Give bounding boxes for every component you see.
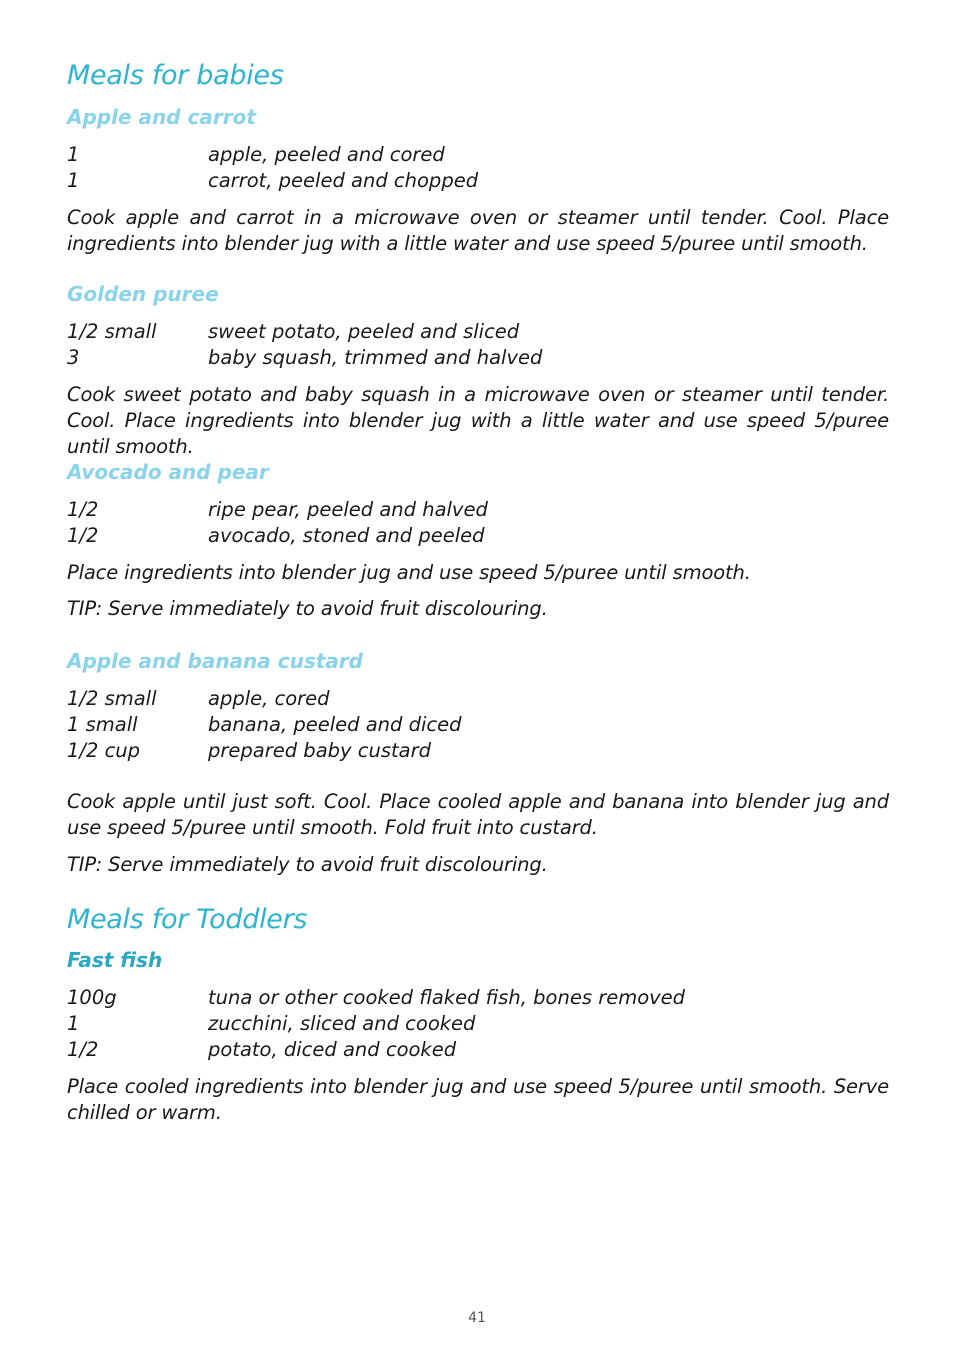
ingredient-qty: 1 bbox=[67, 169, 80, 192]
ingredient-row bbox=[67, 1011, 685, 1037]
ingredient-qty: 1 small bbox=[67, 713, 138, 736]
tip-avocado-pear: TIP: Serve immediately to avoid fruit discolouring. bbox=[67, 597, 548, 620]
ingredient-list-apple-carrot bbox=[67, 142, 478, 194]
ingredient-qty: 1 bbox=[67, 143, 80, 166]
ingredient-qty: 1 bbox=[67, 1012, 80, 1035]
ingredient-qty: 1/2 bbox=[67, 524, 99, 547]
ingredient-item: sweet potato, peeled and sliced bbox=[208, 320, 520, 343]
ingredient-row bbox=[67, 319, 542, 345]
ingredient-row bbox=[67, 985, 685, 1011]
ingredient-item: carrot, peeled and chopped bbox=[208, 169, 479, 192]
page-number: 41 bbox=[468, 1310, 486, 1326]
section-heading-babies: Meals for babies bbox=[67, 60, 284, 91]
ingredient-row bbox=[67, 712, 461, 738]
ingredient-row bbox=[67, 497, 488, 523]
ingredient-row bbox=[67, 738, 461, 764]
ingredient-qty: 100g bbox=[67, 986, 117, 1009]
ingredient-item: ripe pear, peeled and halved bbox=[208, 498, 488, 521]
ingredient-row bbox=[67, 686, 461, 712]
ingredient-item: avocado, stoned and peeled bbox=[208, 524, 485, 547]
ingredient-qty: 1/2 bbox=[67, 498, 99, 521]
recipe-title-avocado-pear: Avocado and pear bbox=[67, 460, 269, 484]
ingredient-item: prepared baby custard bbox=[208, 739, 431, 762]
ingredient-list-avocado-pear bbox=[67, 497, 488, 549]
ingredient-list-fast-fish bbox=[67, 985, 685, 1063]
ingredient-qty: 1/2 small bbox=[67, 687, 157, 710]
ingredient-item: banana, peeled and diced bbox=[208, 713, 462, 736]
section-heading-toddlers: Meals for Toddlers bbox=[67, 904, 308, 935]
ingredient-item: potato, diced and cooked bbox=[208, 1038, 457, 1061]
method-apple-carrot: Cook apple and carrot in a microwave oven or steamer until tender. Cool. Place ingredients into blender jug with a little water and use speed 5/puree until smooth. bbox=[67, 206, 889, 255]
ingredient-item: apple, peeled and cored bbox=[208, 143, 445, 166]
ingredient-item: baby squash, trimmed and halved bbox=[208, 346, 543, 369]
ingredient-row bbox=[67, 1037, 685, 1063]
recipe-title-golden-puree: Golden puree bbox=[67, 282, 219, 306]
ingredient-row bbox=[67, 142, 478, 168]
ingredient-item: tuna or other cooked flaked fish, bones removed bbox=[208, 986, 686, 1009]
ingredient-qty: 3 bbox=[67, 346, 80, 369]
recipe-title-apple-banana-custard: Apple and banana custard bbox=[67, 649, 363, 673]
method-avocado-pear: Place ingredients into blender jug and use speed 5/puree until smooth. bbox=[67, 561, 751, 584]
ingredient-list-golden-puree bbox=[67, 319, 542, 371]
ingredient-item: apple, cored bbox=[208, 687, 330, 710]
ingredient-qty: 1/2 small bbox=[67, 320, 157, 343]
recipe-title-apple-carrot: Apple and carrot bbox=[67, 105, 256, 129]
method-apple-banana-custard: Cook apple until just soft. Cool. Place cooled apple and banana into blender jug and use speed 5/puree until smooth. Fold fruit into custard. bbox=[67, 790, 889, 839]
method-golden-puree: Cook sweet potato and baby squash in a microwave oven or steamer until tender. Cool. Place ingredients into blender jug with a little water and use speed 5/puree until smooth. bbox=[67, 383, 889, 458]
ingredient-item: zucchini, sliced and cooked bbox=[208, 1012, 476, 1035]
ingredient-row bbox=[67, 168, 478, 194]
ingredient-qty: 1/2 cup bbox=[67, 739, 141, 762]
recipe-title-fast-fish: Fast fish bbox=[67, 948, 163, 972]
ingredient-row bbox=[67, 523, 488, 549]
tip-apple-banana-custard: TIP: Serve immediately to avoid fruit discolouring. bbox=[67, 853, 548, 876]
ingredient-list-apple-banana-custard bbox=[67, 686, 461, 764]
ingredient-qty: 1/2 bbox=[67, 1038, 99, 1061]
ingredient-row bbox=[67, 345, 542, 371]
method-fast-fish: Place cooled ingredients into blender jug and use speed 5/puree until smooth. Serve chilled or warm. bbox=[67, 1075, 889, 1124]
